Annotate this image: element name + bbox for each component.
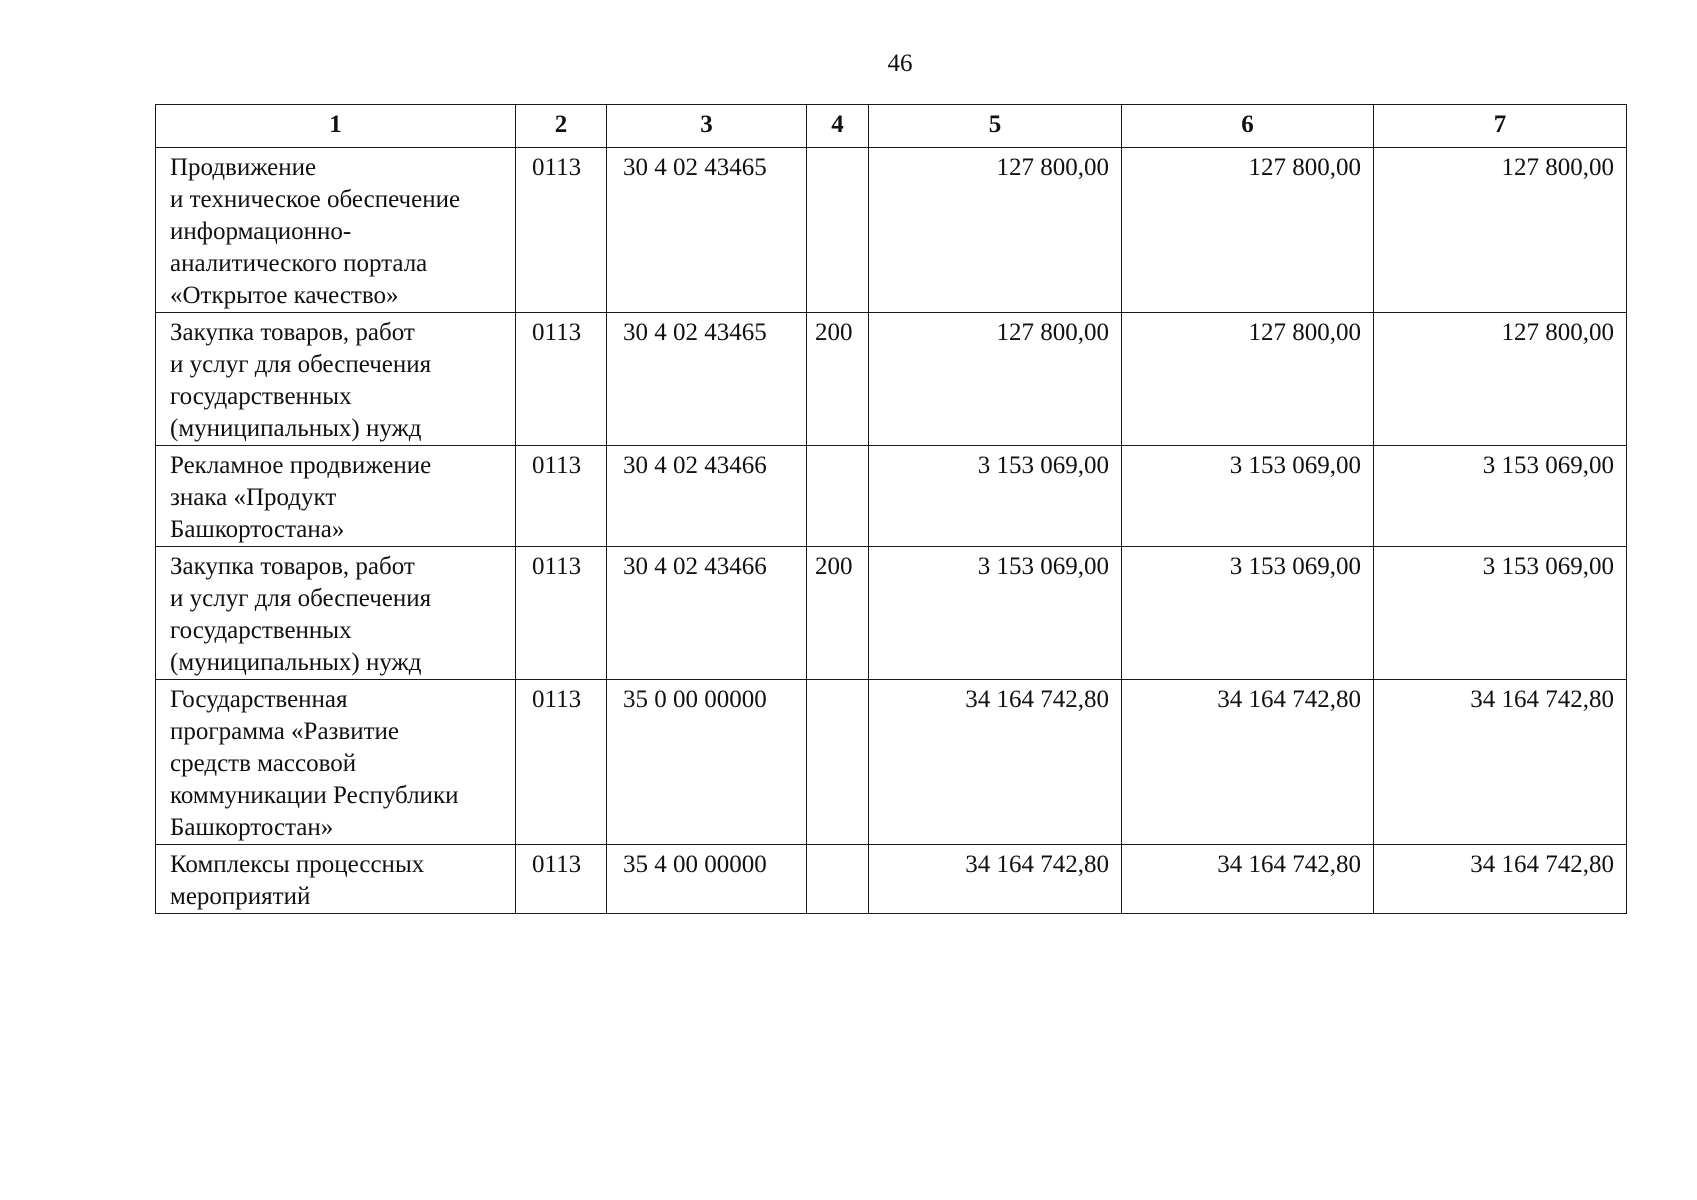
item-name-cell	[156, 680, 516, 845]
target-code-cell: 30 4 02 43465	[607, 148, 807, 313]
item-name-line: и техническое обеспечение	[170, 186, 461, 213]
table-row	[156, 547, 1627, 680]
item-name-line: средств массовой	[170, 750, 357, 777]
target-code-cell: 30 4 02 43466	[607, 547, 807, 680]
item-name-line: государственных	[170, 383, 352, 410]
amount-cell: 127 800,00	[869, 148, 1122, 313]
item-name-line: Продвижение	[170, 154, 317, 181]
item-name-line: (муниципальных) нужд	[170, 649, 422, 676]
budget-table	[155, 104, 1627, 914]
amount-cell: 3 153 069,00	[1122, 446, 1374, 547]
column-header: 4	[807, 105, 869, 148]
item-name-line: знака «Продукт	[170, 484, 337, 511]
amount-cell: 127 800,00	[869, 313, 1122, 446]
amount-cell: 34 164 742,80	[1374, 845, 1627, 914]
target-code-cell: 30 4 02 43465	[607, 313, 807, 446]
amount-cell: 34 164 742,80	[1374, 680, 1627, 845]
item-name-line: информационно-	[170, 218, 352, 245]
table-row	[156, 313, 1627, 446]
item-name-line: Комплексы процессных	[170, 851, 425, 878]
section-code-cell: 0113	[516, 680, 607, 845]
column-header: 5	[869, 105, 1122, 148]
amount-cell: 34 164 742,80	[869, 845, 1122, 914]
item-name-line: Рекламное продвижение	[170, 452, 432, 479]
item-name-cell	[156, 446, 516, 547]
amount-cell: 34 164 742,80	[1122, 845, 1374, 914]
section-code-cell: 0113	[516, 313, 607, 446]
table-row	[156, 845, 1627, 914]
item-name-line: государственных	[170, 617, 352, 644]
item-name-line: мероприятий	[170, 883, 311, 910]
item-name-line: Башкортостана»	[170, 516, 345, 543]
amount-cell: 3 153 069,00	[869, 446, 1122, 547]
target-code-cell: 30 4 02 43466	[607, 446, 807, 547]
item-name-line: и услуг для обеспечения	[170, 585, 432, 612]
amount-cell: 34 164 742,80	[869, 680, 1122, 845]
item-name-line: (муниципальных) нужд	[170, 415, 422, 442]
item-name-line: программа «Развитие	[170, 718, 400, 745]
table-row	[156, 446, 1627, 547]
table-row	[156, 148, 1627, 313]
amount-cell: 3 153 069,00	[1374, 446, 1627, 547]
amount-cell: 3 153 069,00	[869, 547, 1122, 680]
column-header: 2	[516, 105, 607, 148]
expense-type-cell	[807, 148, 869, 313]
item-name-line: аналитического портала	[170, 250, 428, 277]
section-code-cell: 0113	[516, 547, 607, 680]
amount-cell: 127 800,00	[1122, 148, 1374, 313]
item-name-cell	[156, 845, 516, 914]
expense-type-cell: 200	[807, 313, 869, 446]
expense-type-cell	[807, 845, 869, 914]
column-header: 3	[607, 105, 807, 148]
amount-cell: 127 800,00	[1122, 313, 1374, 446]
table-header-row	[156, 105, 1627, 148]
item-name-line: Башкортостан»	[170, 814, 334, 841]
item-name-line: и услуг для обеспечения	[170, 351, 432, 378]
amount-cell: 3 153 069,00	[1374, 547, 1627, 680]
expense-type-cell	[807, 680, 869, 845]
item-name-line: Закупка товаров, работ	[170, 553, 415, 580]
item-name-line: Государственная	[170, 686, 348, 713]
section-code-cell: 0113	[516, 148, 607, 313]
expense-type-cell	[807, 446, 869, 547]
amount-cell: 3 153 069,00	[1122, 547, 1374, 680]
item-name-cell	[156, 148, 516, 313]
column-header: 1	[156, 105, 516, 148]
item-name-cell	[156, 313, 516, 446]
section-code-cell: 0113	[516, 845, 607, 914]
item-name-line: коммуникации Республики	[170, 782, 459, 809]
column-header: 7	[1374, 105, 1627, 148]
amount-cell: 127 800,00	[1374, 148, 1627, 313]
amount-cell: 127 800,00	[1374, 313, 1627, 446]
item-name-line: «Открытое качество»	[170, 282, 399, 309]
amount-cell: 34 164 742,80	[1122, 680, 1374, 845]
page-number: 46	[887, 50, 913, 77]
target-code-cell: 35 4 00 00000	[607, 845, 807, 914]
item-name-line: Закупка товаров, работ	[170, 319, 415, 346]
item-name-cell	[156, 547, 516, 680]
target-code-cell: 35 0 00 00000	[607, 680, 807, 845]
section-code-cell: 0113	[516, 446, 607, 547]
table-row	[156, 680, 1627, 845]
expense-type-cell: 200	[807, 547, 869, 680]
column-header: 6	[1122, 105, 1374, 148]
